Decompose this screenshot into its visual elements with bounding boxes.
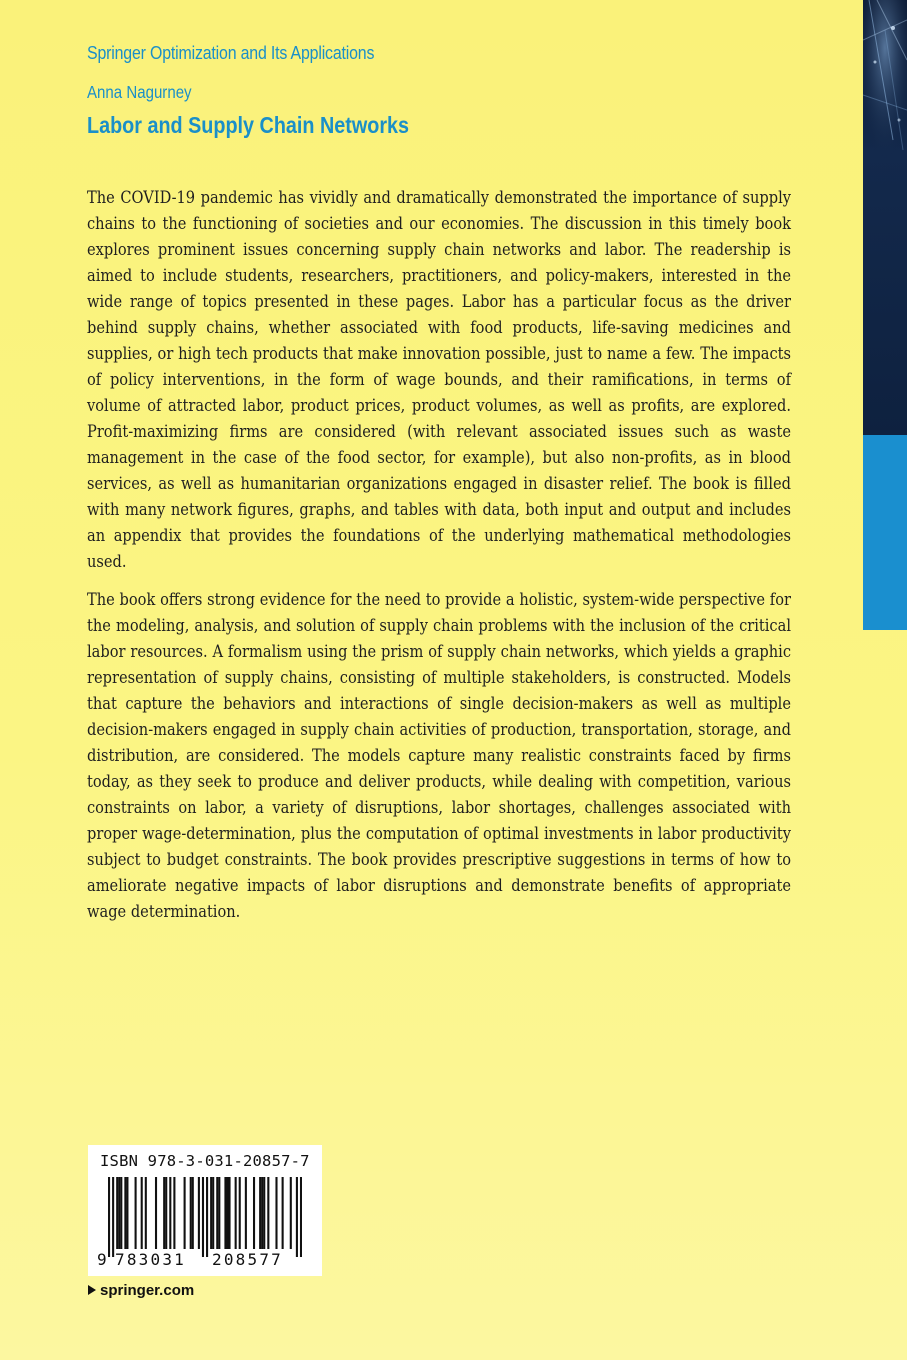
book-description	[87, 185, 791, 937]
isbn-right-group: 208577	[212, 1250, 283, 1269]
book-title: Labor and Supply Chain Networks	[87, 112, 410, 138]
barcode-bar	[296, 1177, 298, 1257]
barcode-bar	[290, 1177, 292, 1249]
barcode-bar	[218, 1177, 220, 1249]
barcode-bar	[216, 1177, 218, 1249]
barcode-bar	[259, 1177, 261, 1249]
barcode-bar	[202, 1177, 204, 1257]
barcode-bars	[108, 1177, 302, 1257]
barcode-bar	[253, 1177, 255, 1249]
barcode-bar	[135, 1177, 137, 1249]
publisher-url: springer.com	[100, 1282, 195, 1299]
barcode-bar	[267, 1177, 269, 1249]
description-paragraph-2: The book offers strong evidence for the need to provide a holistic, system-wide perspective for the modeling, analysis, and solution of supply chain problems with the inclusion of the critical labor resources. A formalism using the prism of supply chain networks, which yields a graphic representation of supply chains, consisting of multiple stakeholders, is constructed. Models that capture the behaviors and interactions of single decision-makers as well as multiple decision-makers engaged in supply chain activities of production, transportation, storage, and distribution, are considered. The models capture many realistic constraints faced by firms today, as they seek to produce and deliver products, while dealing with competition, various constraints on labor, a variety of disruptions, labor shortages, challenges associated with proper wage-determination, plus the computation of optimal investments in labor productivity subject to budget constraints. The book provides prescriptive suggestions in terms of how to ameliorate negative impacts of labor disruptions and demonstrate benefits of appropriate wage determination.	[87, 590, 791, 921]
accent-bar	[863, 435, 907, 630]
cover-art-strip	[863, 0, 907, 435]
barcode-bar	[206, 1177, 208, 1257]
barcode-bar	[190, 1177, 192, 1249]
isbn-left-group: 783031	[115, 1250, 186, 1269]
barcode-bar	[275, 1177, 277, 1249]
series-title: Springer Optimization and Its Applications	[87, 42, 375, 63]
barcode-bar	[245, 1177, 247, 1249]
barcode-bar	[226, 1177, 228, 1249]
barcode-bar	[263, 1177, 265, 1249]
barcode-bar	[184, 1177, 186, 1249]
author-name: Anna Nagurney	[87, 82, 192, 102]
barcode-bar	[300, 1177, 302, 1257]
barcode-bar	[282, 1177, 284, 1249]
barcode-bar	[124, 1177, 126, 1249]
publisher-link[interactable]	[88, 1282, 194, 1299]
barcode-bar	[112, 1177, 114, 1257]
barcode-bar	[212, 1177, 214, 1249]
barcode-bar	[163, 1177, 165, 1249]
barcode-bar	[145, 1177, 147, 1249]
barcode-bar	[126, 1177, 128, 1249]
barcode-bar	[210, 1177, 212, 1249]
barcode-bar	[116, 1177, 118, 1249]
isbn-label: ISBN 978-3-031-20857-7	[100, 1152, 310, 1170]
isbn-lead-digit: 9	[97, 1250, 107, 1269]
barcode-bar	[261, 1177, 263, 1249]
barcode-bar	[224, 1177, 226, 1249]
barcode-bar	[155, 1177, 157, 1249]
barcode-bar	[120, 1177, 122, 1249]
barcode-bar	[239, 1177, 241, 1249]
barcode-bar	[118, 1177, 120, 1249]
barcode-bar	[173, 1177, 175, 1249]
barcode-bar	[198, 1177, 200, 1249]
network-graphic	[863, 0, 907, 160]
barcode-bar	[228, 1177, 230, 1249]
barcode-bar	[141, 1177, 143, 1249]
isbn-barcode	[88, 1145, 322, 1276]
play-arrow-icon	[88, 1285, 96, 1295]
barcode-bar	[169, 1177, 171, 1249]
description-paragraph-1: The COVID-19 pandemic has vividly and dramatically demonstrated the importance of supply chains to the functioning of societies and our economies. The discussion in this timely book explores prominent issues concerning supply chain networks and labor. The readership is aimed to include students, researchers, practitioners, and policy-makers, interested in the wide range of topics presented in these pages. Labor has a particular focus as the driver behind supply chains, whether associated with food products, life-saving medicines and supplies, or high tech products that make innovation possible, just to name a few. The impacts of policy interventions, in the form of wage bounds, and their ramifications, in terms of volume of attracted labor, product prices, product volumes, as well as profits, are explored. Profit-maximizing firms are considered (with relevant associated issues such as waste management in the case of the food sector, for example), but also non-profits, as in blood services, as well as humanitarian organizations engaged in disaster relief. The book is filled with many network figures, graphs, and tables with data, both input and output and includes an appendix that provides the foundations of the underlying mathematical methodologies used.	[87, 188, 791, 571]
barcode-bar	[192, 1177, 194, 1249]
isbn-digits	[88, 1250, 322, 1274]
barcode-bar	[108, 1177, 110, 1257]
barcode-bar	[235, 1177, 237, 1249]
barcode-bar	[165, 1177, 167, 1249]
